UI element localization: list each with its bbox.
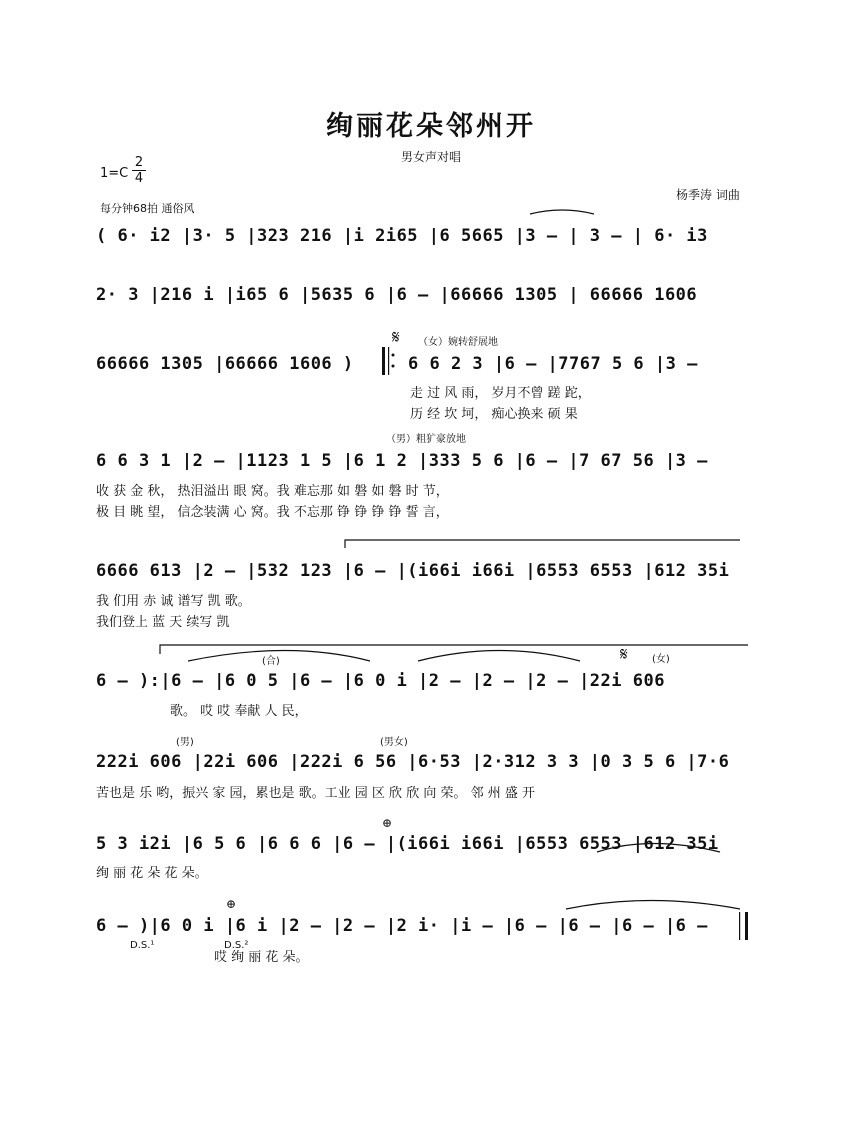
segno-icon: 𝄋 — [392, 327, 400, 348]
system-7-male-mark: (男) — [176, 737, 194, 748]
slur — [418, 651, 580, 662]
system-3-notes-b: 6 6 2 3 |6 – |7767 5 6 |3 – — [408, 354, 698, 374]
song-title: 绚丽花朵邻州开 — [326, 111, 536, 142]
system-4-lyric-2: 极 目 眺 望， 信念装满 心 窝。我 不忘那 铮 铮 铮 铮 誓 言， — [96, 505, 449, 520]
system-6-lyric-1: 歌。 哎 哎 奉献 人 民， — [170, 704, 308, 719]
ds-1-mark: D.S.¹ — [130, 940, 155, 951]
repeat-dot — [392, 354, 395, 357]
volta-1 — [345, 540, 740, 548]
system-3-lyric-1: 走 过 风 雨， 岁月不曾 蹉 跎， — [410, 386, 591, 401]
system-6-notes: 6 – ):|6 – |6 0 5 |6 – |6 0 i |2 – |2 – |2 – |22i 606 — [96, 671, 665, 691]
system-4-notes: 6 6 3 1 |2 – |1123 1 5 |6 1 2 |333 5 6 |6 – |7 67 56 |3 – — [96, 451, 708, 471]
repeat-barline-thin — [388, 347, 389, 375]
system-3-notes: 66666 1305 |66666 1606 ) — [96, 354, 354, 374]
key-signature: 1=C — [100, 166, 129, 181]
ds-2-mark: D.S.² — [224, 940, 249, 951]
slur — [530, 210, 594, 214]
system-9-notes: 6 – )|6 0 i |6 i |2 – |2 – |2 i· |i – |6 – |6 – |6 – |6 – — [96, 916, 708, 936]
system-4-lyric-1: 收 获 金 秋， 热泪溢出 眼 窝。我 难忘那 如 磐 如 磐 时 节， — [96, 484, 449, 499]
segno-icon: 𝄋 — [620, 644, 628, 665]
final-barline-thin — [739, 912, 740, 940]
tempo-marking: 每分钟68拍 通俗风 — [100, 202, 195, 215]
author-credit: 杨季涛 词曲 — [676, 188, 740, 202]
slur — [566, 901, 740, 910]
song-subtitle: 男女声对唱 — [400, 150, 461, 164]
slur — [188, 651, 370, 662]
system-6-female-mark: (女) — [652, 654, 670, 665]
final-barline — [745, 912, 748, 940]
system-9-lyric-1: 哎 绚 丽 花 朵。 — [214, 950, 309, 965]
system-7-duet-mark: (男女) — [380, 737, 408, 748]
repeat-dot — [392, 365, 395, 368]
system-7-notes: 222i 606 |22i 606 |222i 6 56 |6·53 |2·312 3 3 |0 3 5 6 |7·6 — [96, 752, 730, 772]
system-2-notes: 2· 3 |216 i |i65 6 |5635 6 |6 – |66666 1305 | 66666 1606 — [96, 285, 698, 305]
system-6-chorus-mark: (合) — [262, 656, 280, 667]
coda-icon: ⊕ — [382, 816, 393, 830]
slur — [597, 844, 720, 853]
system-3-expression: （女）婉转舒展地 — [418, 337, 498, 348]
system-5-lyric-2: 我们登上 蓝 天 续写 凯 — [96, 615, 230, 630]
system-5-notes: 6666 613 |2 – |532 123 |6 – |(i66i i66i |6553 6553 |612 35i — [96, 561, 730, 581]
system-5-lyric-1: 我 们用 赤 诚 谱写 凯 歌。 — [96, 594, 251, 609]
system-4-expression: （男）粗犷豪放地 — [386, 434, 466, 445]
system-8-lyric-1: 绚 丽 花 朵 花 朵。 — [96, 866, 208, 881]
repeat-barline — [382, 347, 385, 375]
system-7-lyric-1: 苦也是 乐 哟，振兴 家 园，累也是 歌。工业 园 区 欣 欣 向 荣。 邻 州 盛 开 — [96, 786, 535, 801]
system-3-lyric-2: 历 经 坎 坷， 痴心换来 硕 果 — [410, 407, 578, 422]
meter-top: 2 — [132, 155, 146, 171]
system-8-notes: 5 3 i2i |6 5 6 |6 6 6 |6 – |(i66i i66i |6553 6553 |612 35i — [96, 834, 719, 854]
coda-icon: ⊕ — [226, 897, 237, 911]
meter-bottom: 4 — [134, 171, 144, 186]
system-1-notes: ( 6· i2 |3· 5 |323 216 |i 2i65 |6 5665 |3 – | 3 – | 6· i3 — [96, 226, 708, 246]
